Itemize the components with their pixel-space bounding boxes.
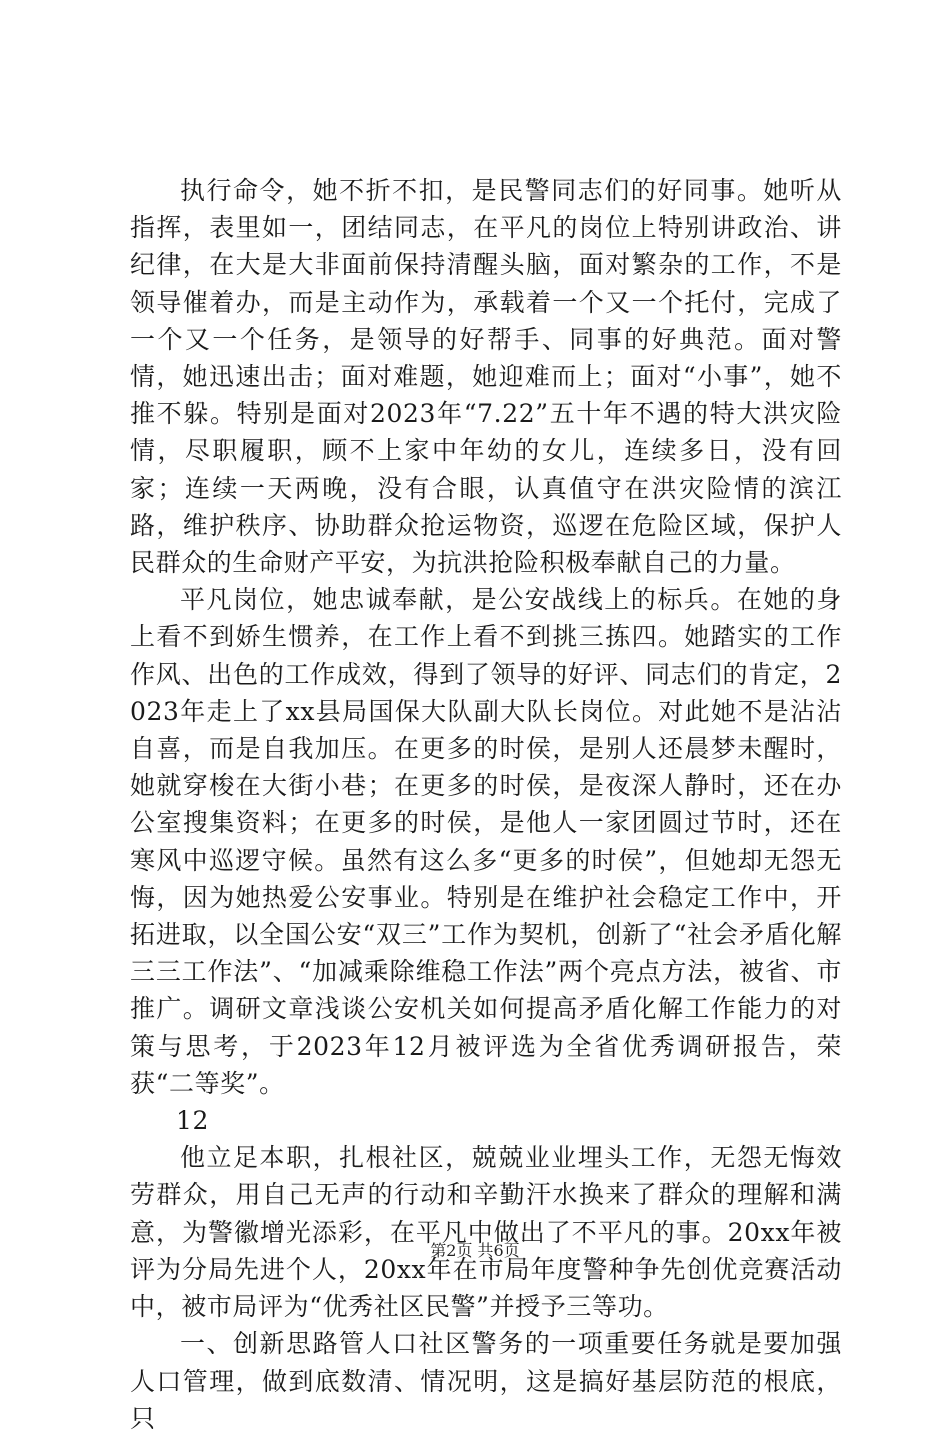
- paragraph-innovation: 一、创新思路管人口社区警务的一项重要任务就是要加强人口管理，做到底数清、情况明，这是搞好基层防范的根底，只: [130, 1329, 842, 1433]
- paragraph-commitment: 执行命令，她不折不扣，是民警同志们的好同事。她听从指挥，表里如一，团结同志，在平凡的岗位上特别讲政治、讲纪律，在大是大非面前保持清醒头脑，面对繁杂的工作，不是领导催着办，而是主动作为，承载着一个又一个托付，完成了一个又一个任务，是领导的好帮手、同事的好典范。面对警情，她迅速出击；面对难题，她迎难而上；面对“小事”，她不推不躲。特别是面对2023年“7.22”五十年不遇的特大洪灾险情，尽职履职，顾不上家中年幼的女儿，连续多日，没有回家；连续一天两晚，没有合眼，认真值守在洪灾险情的滨江路，维护秩序、协助群众抢运物资，巡逻在危险区域，保护人民群众的生命财产平安，为抗洪抢险积极奉献自己的力量。: [130, 176, 842, 578]
- page-footer: 第2页 共6页: [430, 1241, 520, 1260]
- section-number: 12: [176, 1106, 210, 1136]
- paragraph-dedication: 平凡岗位，她忠诚奉献，是公安战线上的标兵。在她的身上看不到娇生惯养，在工作上看不到挑三拣四。她踏实的工作作风、出色的工作成效，得到了领导的好评、同志们的肯定，2023年走上了xx县局国保大队副大队长岗位。对此她不是沾沾自喜，而是自我加压。在更多的时侯，是别人还晨梦未醒时，她就穿梭在大街小巷；在更多的时侯，是夜深人静时，还在办公室搜集资料；在更多的时侯，是他人一家团圆过节时，还在寒风中巡逻守候。虽然有这么多“更多的时侯”，但她却无怨无悔，因为她热爱公安事业。特别是在维护社会稳定工作中，开拓进取，以全国公安“双三”工作为契机，创新了“社会矛盾化解三三工作法”、“加减乘除维稳工作法”两个亮点方法，被省、市推广。调研文章浅谈公安机关如何提高矛盾化解工作能力的对策与思考，于2023年12月被评选为全省优秀调研报告，荣获“二等奖”。: [130, 585, 842, 1098]
- paragraph-community: 他立足本职，扎根社区，兢兢业业埋头工作，无怨无悔效劳群众，用自己无声的行动和辛勤汗水换来了群众的理解和满意，为警徽增光添彩，在平凡中做出了不平凡的事。20xx年被评为分局先进个人，20xx年在市局年度警种争先创优竞赛活动中，被市局评为“优秀社区民警”并授予三等功。: [130, 1143, 842, 1322]
